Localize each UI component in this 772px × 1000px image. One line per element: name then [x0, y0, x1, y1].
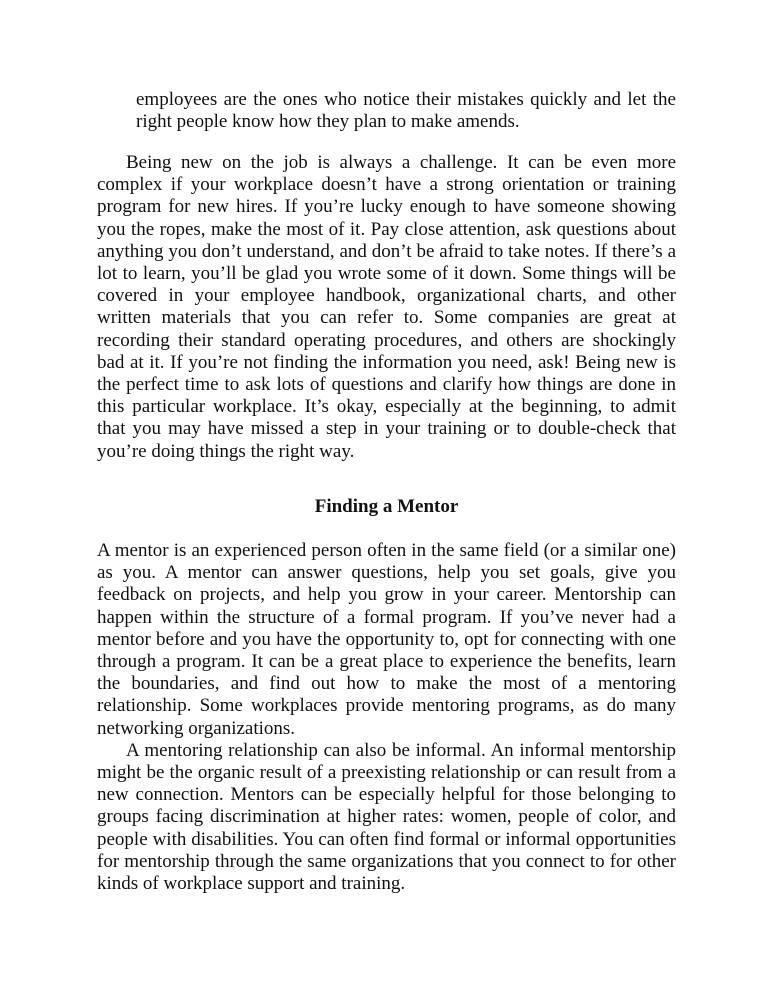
onboarding-section [97, 152, 676, 463]
mentor-definition-paragraph: A mentor is an experienced person often in the same field (or a similar one) as you. A mentor can answer questions, help you set goals, give you feedback on projects, and help you grow in your career. Mentorship can happen within the structure of a formal program. If you’ve never had a mentor before and you have the opportunity to, opt for connecting with one through a program. It can be a great place to experience the benefits, learn the boundaries, and find out how to make the most of a mentoring relationship. Some workplaces provide mentoring programs, as do many networking organizations. [97, 540, 676, 739]
informal-mentoring-paragraph: A mentoring relationship can also be informal. An informal mentorship might be the organic result of a preexisting relationship or can result from a new connection. Mentors can be especially helpful for those belonging to groups facing discrimination at higher rates: women, people of color, and people with disabilities. You can often find formal or informal opportunities for mentorship through the same organizations that you connect to for other kinds of workplace support and training. [97, 739, 676, 895]
section-heading: Finding a Mentor [314, 496, 459, 517]
intro-fragment-paragraph: employees are the ones who notice their mistakes quickly and let the right people know how they plan to make amends. [136, 89, 676, 133]
new-on-job-paragraph: Being new on the job is always a challenge. It can be even more complex if your workplace doesn’t have a strong orientation or training program for new hires. If you’re lucky enough to have someone showing you the ropes, make the most of it. Pay close attention, ask questions about anything you don’t understand, and don’t be afraid to take notes. If there’s a lot to learn, you’ll be glad you wrote some of it down. Some things will be covered in your employee handbook, organizational charts, and other written materials that you can refer to. Some companies are great at recording their standard operating procedures, and others are shockingly bad at it. If you’re not finding the information you need, ask! Being new is the perfect time to ask lots of questions and clarify how things are done in this particular workplace. It’s okay, especially at the beginning, to admit that you may have missed a step in your training or to double-check that you’re doing things the right way. [97, 152, 676, 462]
mentor-section [97, 540, 676, 895]
